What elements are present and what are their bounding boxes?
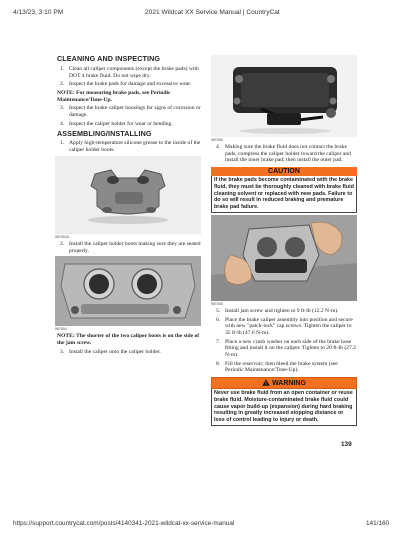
step-item [55, 140, 201, 153]
step-number: 2. [60, 81, 65, 88]
step-number: 4. [60, 120, 65, 127]
step-text: Fill the reservoir; then bleed the brake system (see Periodic Maintenance/Tune-Up). [225, 360, 338, 374]
step-item [55, 66, 201, 79]
caliper-pistons-photo [55, 256, 201, 326]
step-number: 1. [60, 140, 65, 147]
warning-title: WARNING [211, 377, 357, 389]
warning-text: Never use brake fluid from an open container or reuse brake fluid. Moisture-contaminated brake fluid could cause vapor build-up (expansion) during hard braking resulting in greatly increased stopping distance or loss of control leading to injury or death. [211, 389, 357, 426]
step-number: 4. [216, 144, 221, 150]
warning-box [211, 377, 357, 426]
step-text: Inspect the brake pads for damage and excessive wear. [69, 81, 192, 88]
step-number: 3. [60, 105, 65, 112]
step-item [211, 144, 357, 164]
step-text: Place the brake caliper assembly into position and secure with new "patch-lock" cap screws. Tighten the caliper to 35 ft-lb (47.6 N-m). [225, 316, 353, 336]
step-item [211, 308, 357, 315]
step-text: Install jam screw and tighten to 9 ft-lb (12.2 N-m). [225, 307, 339, 314]
heading-cleaning-inspecting: CLEANING AND INSPECTING [57, 54, 161, 63]
caution-title: CAUTION [211, 167, 357, 176]
brake-pad-install-photo [211, 215, 357, 301]
step-item [211, 339, 357, 359]
step-text: Inspect the caliper holder for wear or bending. [69, 120, 173, 127]
step-list [211, 144, 357, 164]
step-text: Clean all caliper components (except the brake pads) with DOT 4 brake fluid. Do not wipe dry. [69, 65, 199, 79]
step-text: Place a new crush washer on each side of the brake hose fitting and install it on the caliper. Tighten to 20 ft-lb (27.2 N-m). [225, 338, 356, 359]
caution-text: If the brake pads become contaminated with the brake fluid, they must be thoroughly cleaned with brake fluid cleaning solvent or replaced with new pads. Failure to do so will result in reduced braking and premature brake pad failure. [211, 176, 357, 213]
step-number: 3. [60, 348, 65, 355]
step-text: Inspect the brake caliper housings for signs of corrosion or damage. [69, 105, 201, 119]
left-column [55, 55, 201, 357]
step-number: 8. [216, 360, 221, 367]
step-item [55, 81, 201, 88]
step-list [55, 241, 201, 254]
photo-code: WE553A [55, 234, 70, 239]
photo-code: WE556 [211, 138, 223, 142]
manual-page [55, 55, 357, 457]
step-item [211, 317, 357, 337]
step-text: Install the caliper onto the caliper holder. [69, 348, 161, 355]
step-item [55, 349, 201, 356]
step-text: Making sure the brake fluid does not contact the brake pads, compress the caliper holder toward the caliper and install the inner brake pad; then install the outer pad. [225, 144, 351, 164]
step-text: Apply high-temperature silicone grease to the inside of the caliper holder boots. [69, 140, 201, 154]
print-page-count: 141/160 [366, 520, 390, 527]
note-brake-pads: NOTE: For measuring brake pads, see Periodic Maintenance/Tune-Up. [57, 90, 171, 103]
note-caliper-boots: NOTE: The shorter of the two caliper boots is on the side of the jam screw. [57, 333, 200, 346]
page-number: 139 [341, 441, 352, 448]
step-item [211, 361, 357, 374]
step-number: 1. [60, 65, 65, 72]
step-number: 5. [216, 307, 221, 314]
step-list [55, 140, 201, 153]
step-number: 2. [60, 240, 65, 247]
step-item [55, 121, 201, 128]
right-column [211, 55, 357, 426]
step-list [55, 105, 201, 127]
heading-assembling-installing: ASSEMBLING/INSTALLING [57, 128, 152, 138]
caliper-holder-photo [55, 156, 201, 234]
step-number: 6. [216, 316, 221, 323]
warning-triangle-icon [262, 379, 270, 386]
photo-code: WE554 [55, 327, 67, 332]
print-datetime: 4/13/23, 3:10 PM [13, 9, 64, 16]
step-text: Install the caliper holder boots making sure they are seated properly. [69, 240, 201, 254]
print-doc-title: 2021 Wildcat XX Service Manual | CountryCat [145, 9, 280, 16]
step-list [55, 349, 201, 356]
print-url: https://support.countrycat.com/posts/4140341-2021-wildcat-xx-service-manual [13, 520, 235, 527]
step-list [55, 66, 201, 88]
step-number: 7. [216, 338, 221, 345]
caliper-install-photo [211, 55, 357, 137]
step-item [55, 241, 201, 254]
step-list [211, 308, 357, 374]
photo-code: WE555 [211, 301, 223, 306]
caution-box [211, 167, 357, 213]
step-item [55, 105, 201, 118]
